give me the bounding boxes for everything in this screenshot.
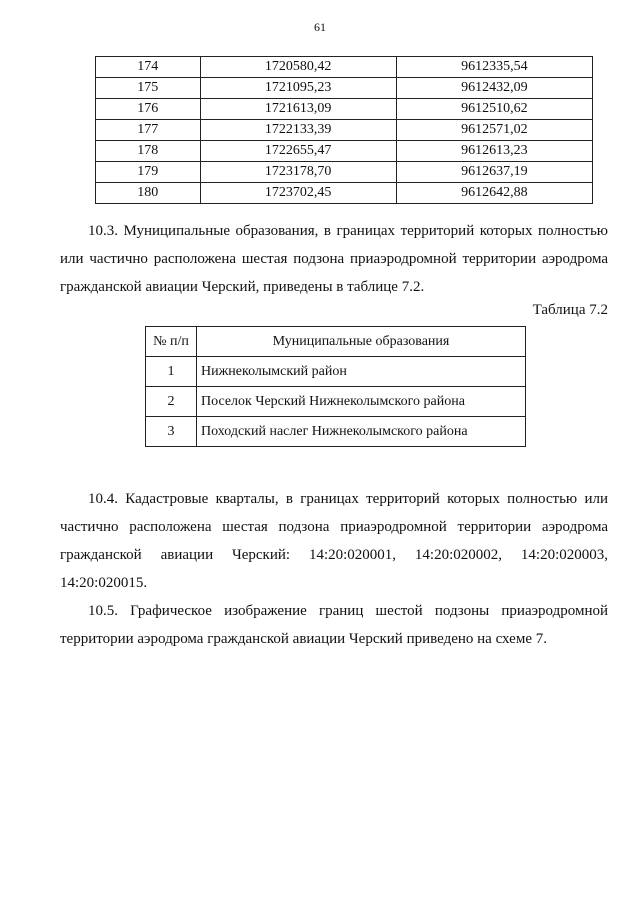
y-coordinate-cell: 9612510,62: [396, 99, 592, 120]
table-row: [96, 120, 593, 141]
x-coordinate-cell: 1723178,70: [200, 162, 396, 183]
table-row: [146, 417, 526, 447]
municipality-name-cell: Походский наслег Нижнеколымского района: [197, 417, 526, 447]
x-coordinate-cell: 1723702,45: [200, 183, 396, 204]
y-coordinate-cell: 9612432,09: [396, 78, 592, 99]
paragraph-10-5-text: 10.5. Графическое изображение границ шестой подзоны приаэродромной территории аэродрома гражданской авиации Черский приведено на схеме 7.: [60, 603, 608, 647]
point-number-cell: 177: [96, 120, 201, 141]
point-number-cell: 176: [96, 99, 201, 120]
row-number-cell: 3: [146, 417, 197, 447]
point-number-cell: 174: [96, 57, 201, 78]
table-row: [96, 57, 593, 78]
table-caption: Таблица 7.2: [532, 302, 608, 318]
x-coordinate-cell: 1722133,39: [200, 120, 396, 141]
y-coordinate-cell: 9612637,19: [396, 162, 592, 183]
table-row: [146, 357, 526, 387]
municipalities-table: [145, 326, 526, 447]
table-header-row: [146, 327, 526, 357]
coordinates-table-body: [96, 57, 593, 204]
paragraph-10-4: [60, 485, 608, 597]
table-row: [96, 162, 593, 183]
row-number-cell: 1: [146, 357, 197, 387]
y-coordinate-cell: 9612613,23: [396, 141, 592, 162]
x-coordinate-cell: 1722655,47: [200, 141, 396, 162]
municipality-name-cell: Нижнеколымский район: [197, 357, 526, 387]
x-coordinate-cell: 1721613,09: [200, 99, 396, 120]
municipality-name-cell: Поселок Черский Нижнеколымского района: [197, 387, 526, 417]
y-coordinate-cell: 9612335,54: [396, 57, 592, 78]
point-number-cell: 178: [96, 141, 201, 162]
table-row: [96, 78, 593, 99]
paragraph-10-5: [60, 597, 608, 653]
municipalities-table-body: [146, 357, 526, 447]
table-row: [96, 183, 593, 204]
point-number-cell: 179: [96, 162, 201, 183]
y-coordinate-cell: 9612571,02: [396, 120, 592, 141]
table-row: [96, 99, 593, 120]
municipalities-table-header: [146, 327, 526, 357]
column-header-number: № п/п: [146, 327, 197, 357]
paragraph-10-4-text: 10.4. Кадастровые кварталы, в границах территорий которых полностью или частично расположена шестая подзона приаэродромной территории аэродрома гражданской авиации Черский: 14:20:020001, 14:20:020002, 14:20:020003, 14:20:020015.: [60, 491, 608, 591]
x-coordinate-cell: 1721095,23: [200, 78, 396, 99]
page-number: 61: [314, 20, 326, 34]
x-coordinate-cell: 1720580,42: [200, 57, 396, 78]
paragraph-10-3: [60, 217, 608, 301]
row-number-cell: 2: [146, 387, 197, 417]
table-row: [96, 141, 593, 162]
point-number-cell: 175: [96, 78, 201, 99]
column-header-municipalities: Муниципальные образования: [197, 327, 526, 357]
coordinates-table: [95, 56, 593, 204]
point-number-cell: 180: [96, 183, 201, 204]
paragraph-10-3-text: 10.3. Муниципальные образования, в границах территорий которых полностью или частично расположена шестая подзона приаэродромной территории аэродрома гражданской авиации Черский, приведены в таблице 7.2.: [60, 223, 608, 295]
table-row: [146, 387, 526, 417]
y-coordinate-cell: 9612642,88: [396, 183, 592, 204]
